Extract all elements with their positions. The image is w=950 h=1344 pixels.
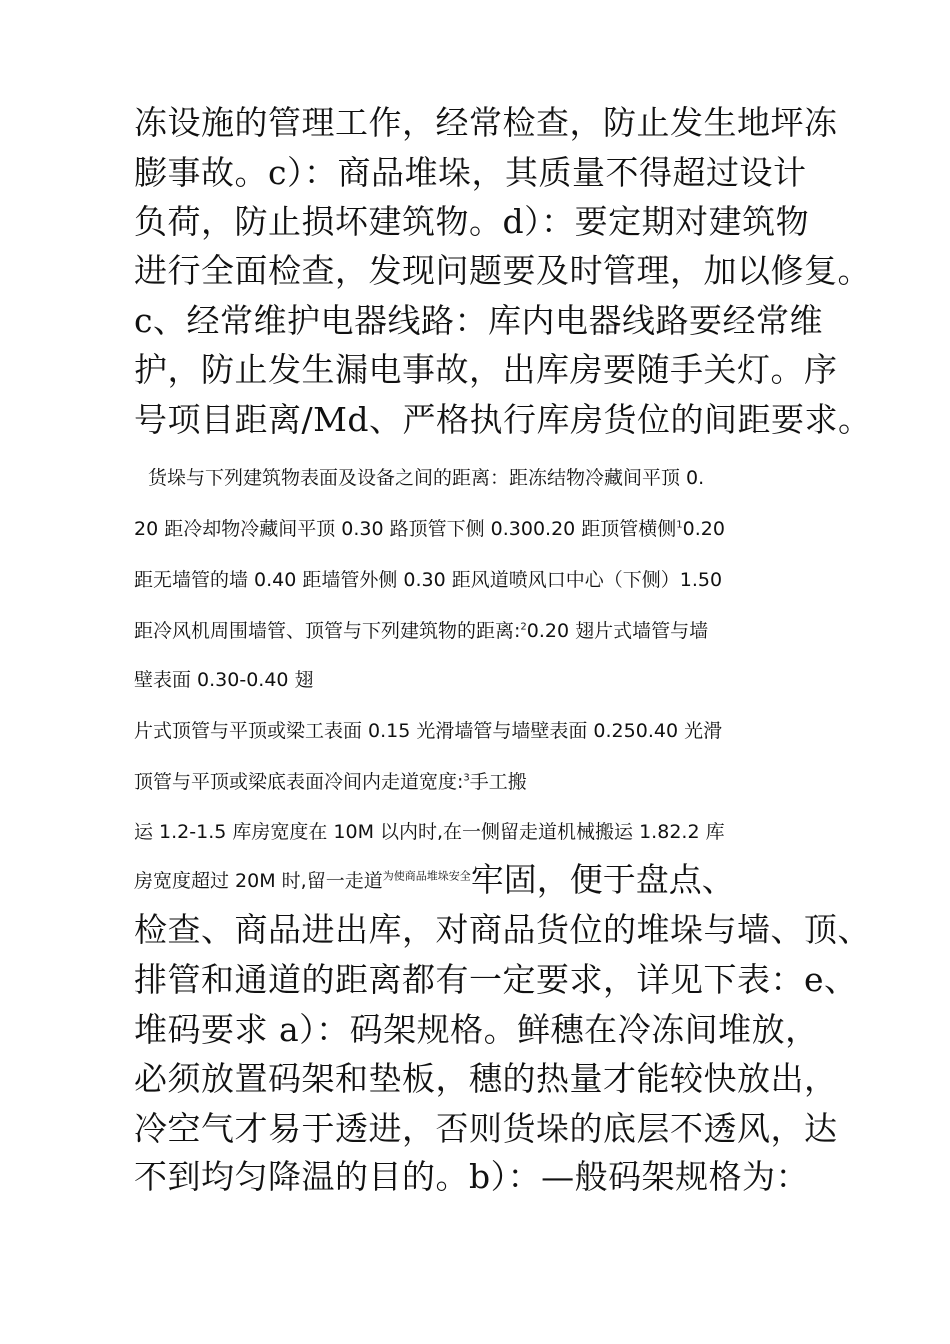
paragraph-line: 堆码要求 a）：码架规格。鲜穗在冷冻间堆放，: [134, 1010, 819, 1049]
paragraph-line: 冻设施的管理工作，经常检查，防止发生地坪冻: [134, 103, 838, 142]
paragraph-line: 必须放置码架和垫板，穗的热量才能较快放出，: [134, 1059, 838, 1098]
paragraph-line: 不到均匀降温的目的。b）：—般码架规格为：: [134, 1157, 810, 1196]
small-text-segment: 0.20: [682, 518, 725, 540]
large-text-segment: 牢固，便于盘点、: [470, 860, 735, 899]
paragraph-line: 号项目距离/Md、严格执行库房货位的间距要求。: [134, 400, 872, 439]
tiny-text-segment: 为使商品堆垛安全: [382, 869, 471, 883]
small-text-line: [134, 517, 854, 541]
small-text-line: [134, 619, 854, 643]
footnote-marker: 1: [676, 519, 683, 531]
paragraph-line: 负荷，防止损坏建筑物。d）：要定期对建筑物: [134, 202, 810, 241]
paragraph-line: 冷空气才易于透进，否则货垛的底层不透风，达: [134, 1109, 838, 1148]
footnote-marker: 3: [463, 772, 470, 784]
small-text-line: 货垛与下列建筑物表面及设备之间的距离：距冻结物冷藏间平顶 0.: [148, 467, 705, 489]
small-text-line: 距无墙管的墙 0.40 距墙管外侧 0.30 距风道喷风口中心（下侧）1.50: [134, 569, 723, 591]
small-text-segment: 20 距冷却物冷藏间平顶 0.30 路顶管下侧 0.300.20 距顶管横侧: [134, 518, 677, 540]
paragraph-line: c、经常维护电器线路：库内电器线路要经常维: [134, 301, 823, 340]
small-text-segment: 0.20 翅片式墙管与墙: [526, 620, 709, 642]
small-text-segment: 房宽度超过 20M 时,留一走道: [134, 870, 383, 892]
small-text-segment: 手工搬: [469, 771, 527, 793]
small-text-segment: 顶管与平顶或梁底表面冷间内走道宽度:: [134, 771, 464, 793]
paragraph-line: 护，防止发生漏电事故，出库房要随手关灯。序: [134, 350, 838, 389]
small-text-line: 片式顶管与平顶或梁工表面 0.15 光滑墙管与墙壁表面 0.250.40 光滑: [134, 720, 723, 742]
small-text-line: [134, 770, 854, 794]
small-text-segment: 距冷风机周围墙管、顶管与下列建筑物的距离:: [134, 620, 521, 642]
paragraph-line: 排管和通道的距离都有一定要求，详见下表：e、: [134, 960, 858, 999]
paragraph-line: 膨事故。c）：商品堆垛，其质量不得超过设计: [134, 153, 807, 192]
small-text-line: 运 1.2-1.5 库房宽度在 10M 以内时,在一侧留走道机械搬运 1.82.2 库: [134, 821, 725, 843]
paragraph-line: 进行全面检查，发现问题要及时管理，加以修复。: [134, 251, 871, 290]
small-text-line: [134, 860, 854, 899]
paragraph-line: 检查、商品进出库，对商品货位的堆垛与墙、顶、: [134, 910, 871, 949]
small-text-line: 壁表面 0.30-0.40 翅: [134, 669, 314, 691]
footnote-marker: 2: [520, 621, 527, 633]
